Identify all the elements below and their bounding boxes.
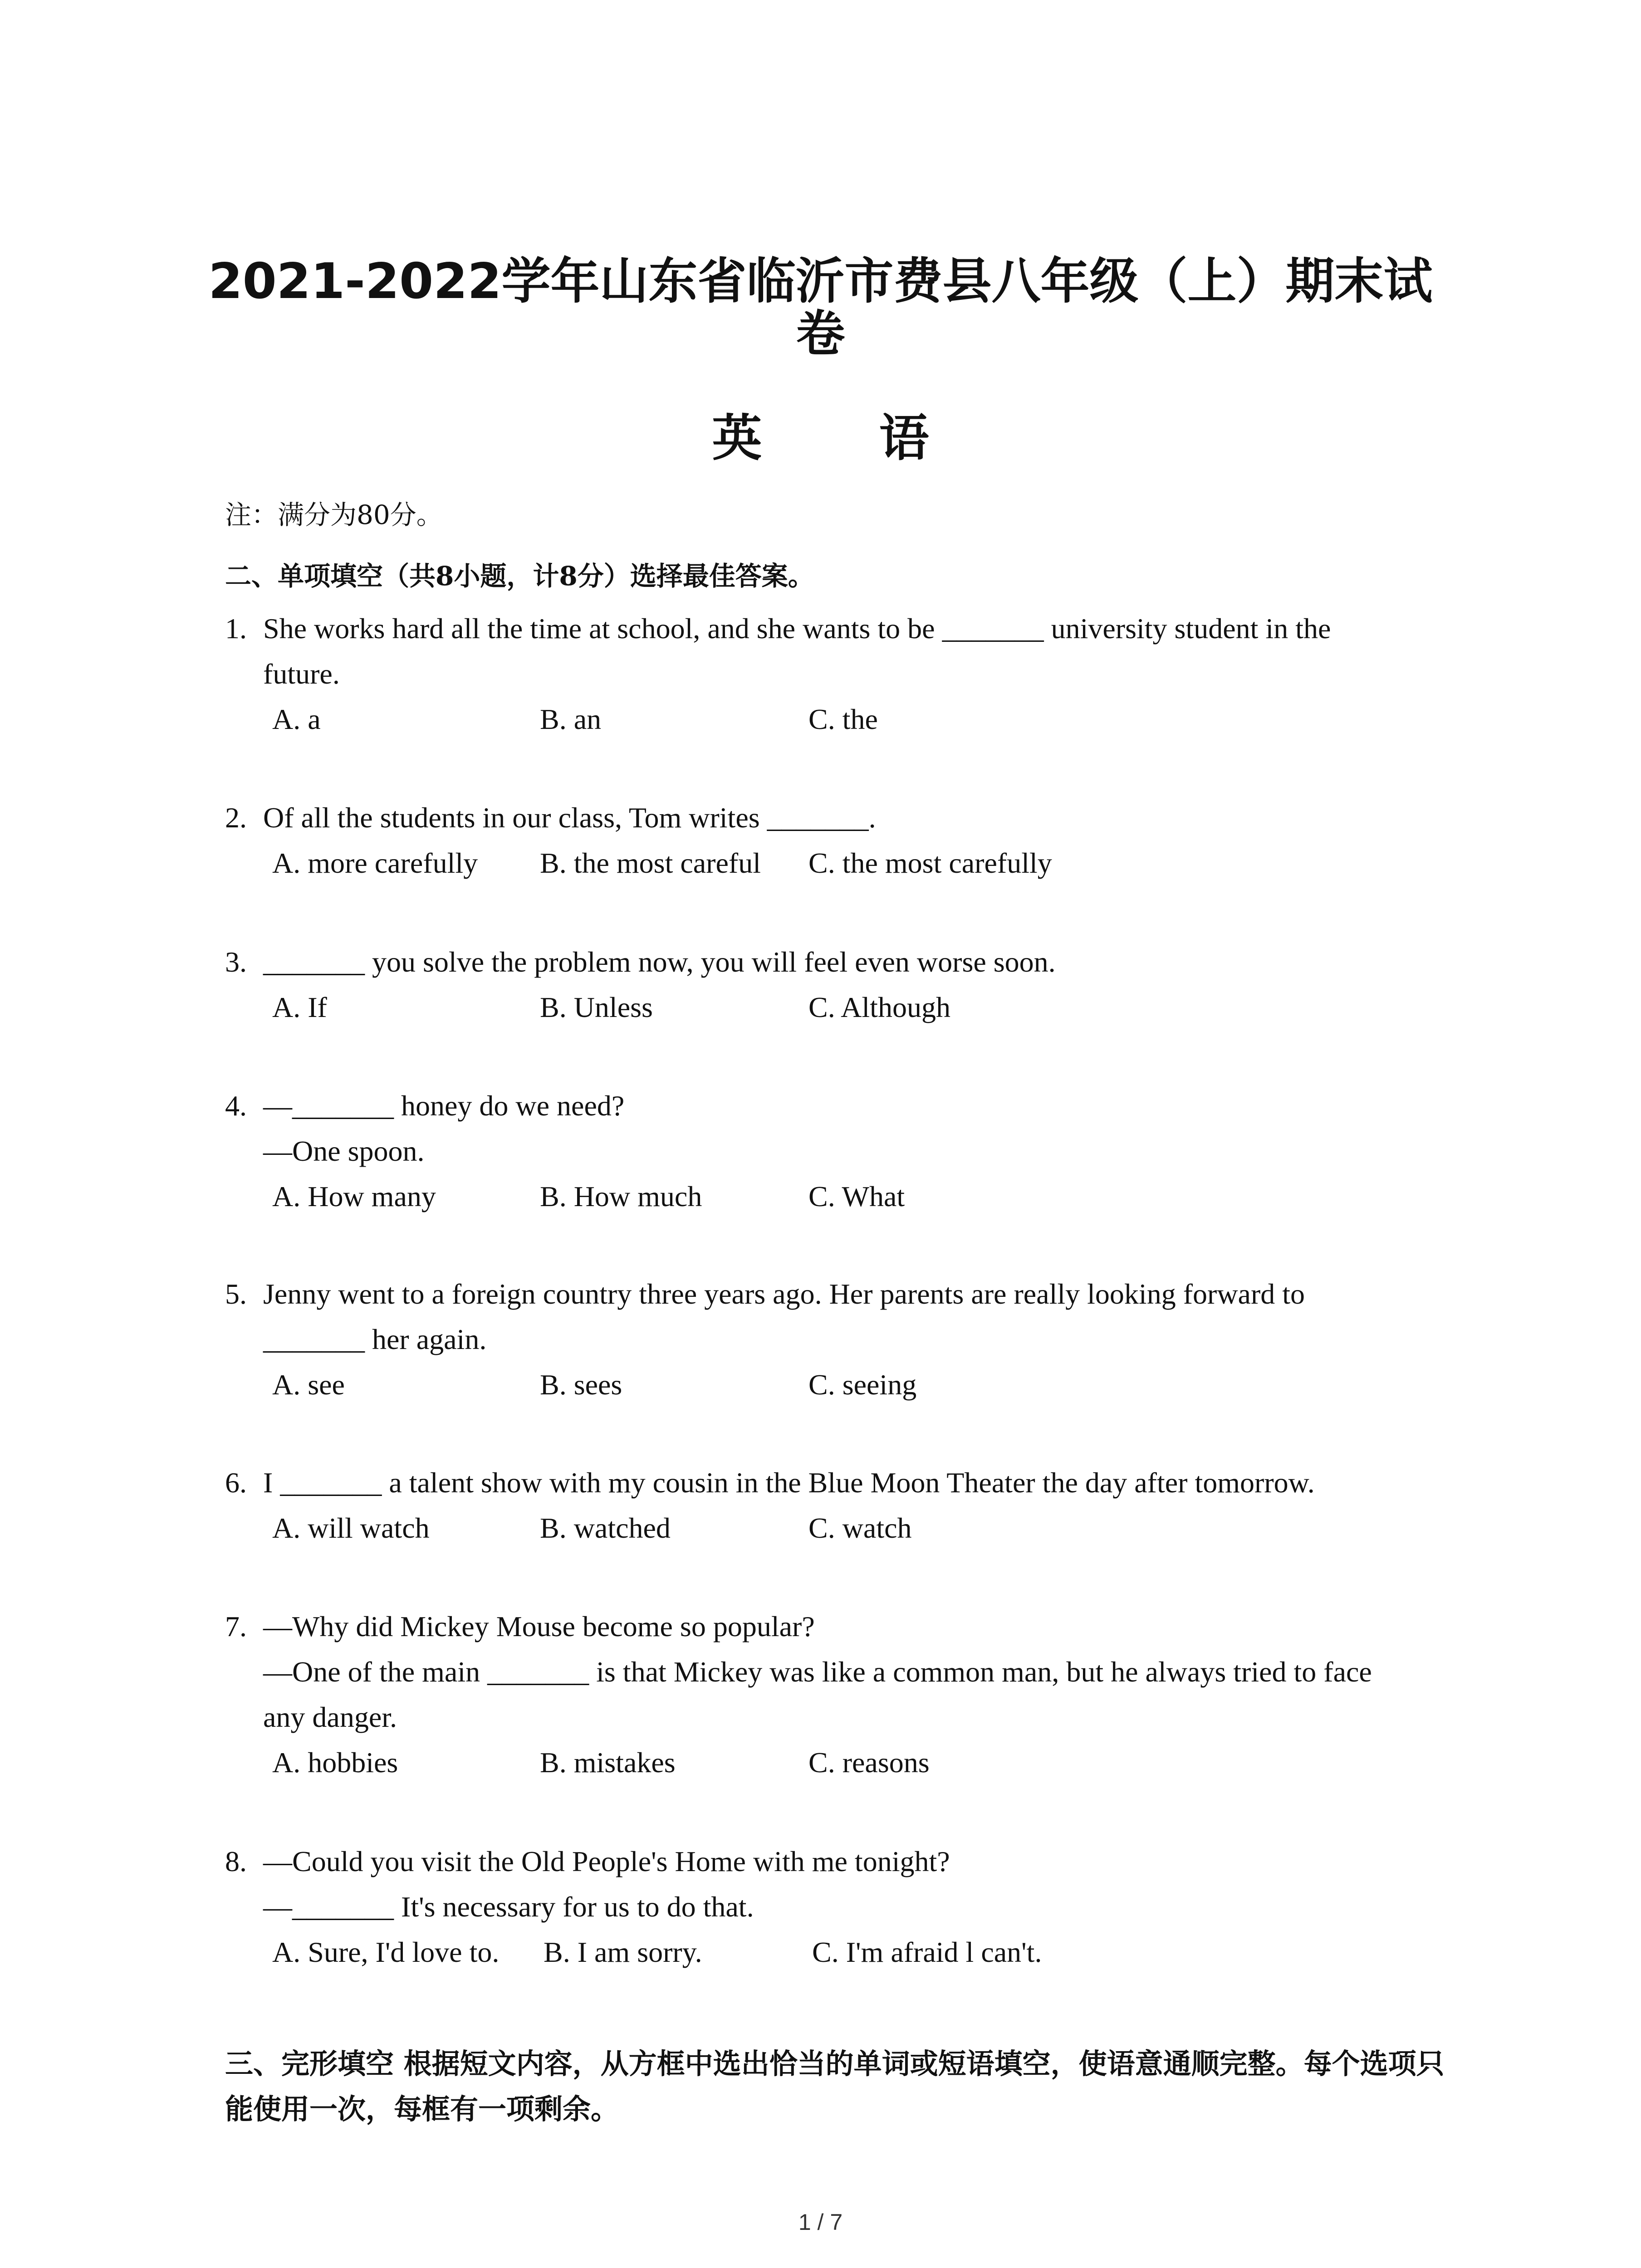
option-b[interactable]: B. Unless [540,991,653,1023]
option-a[interactable]: A. a [272,703,321,735]
option-a[interactable]: A. more carefully [272,847,478,879]
option-b[interactable]: B. How much [540,1180,702,1212]
option-c[interactable]: C. the [808,703,878,735]
question-text: —_______ It's necessary for us to do that. [263,1891,754,1923]
option-c[interactable]: C. I'm afraid l can't. [812,1936,1042,1968]
option-a[interactable]: A. How many [272,1180,436,1212]
question-text: future. [263,658,340,690]
option-c[interactable]: C. seeing [808,1369,917,1401]
option-b[interactable]: B. watched [540,1512,671,1544]
option-a[interactable]: A. hobbies [272,1746,398,1779]
option-a[interactable]: A. see [272,1369,345,1401]
section3-heading: 三、完形填空 根据短文内容，从方框中选出恰当的单词或短语填空，使语意通顺完整。每个选项只能使用一次，每框有一项剩余。 [225,2047,1445,2126]
section2-heading: 二、单项填空（共8小题，计8分）选择最佳答案。 [225,561,814,591]
option-c[interactable]: C. reasons [808,1746,930,1779]
page-number: 1 / 7 [798,2209,843,2235]
question-number: 2. [225,802,247,834]
exam-title-line2: 卷 [796,306,845,362]
option-a[interactable]: A. If [272,991,327,1023]
question-text: _______ you solve the problem now, you will feel even worse soon. [263,946,1056,978]
question-text: —_______ honey do we need? [263,1090,625,1122]
exam-title-line1: 2021-2022学年山东省临沂市费县八年级（上）期末试 [208,253,1433,310]
question-text: —Why did Mickey Mouse become so popular? [263,1610,815,1642]
option-b[interactable]: B. an [540,703,602,735]
option-a[interactable]: A. will watch [272,1512,430,1544]
question-number: 6. [225,1466,247,1499]
question-text: —One of the main _______ is that Mickey was like a common man, but he always tried to face [263,1656,1372,1688]
subject-title: 英 语 [712,409,979,467]
question-text: I _______ a talent show with my cousin in the Blue Moon Theater the day after tomorrow. [263,1466,1315,1499]
option-a[interactable]: A. Sure, I'd love to. [272,1936,500,1968]
question-number: 4. [225,1090,247,1122]
option-c[interactable]: C. the most carefully [808,847,1052,879]
question-number: 5. [225,1278,247,1310]
question-text: any danger. [263,1701,397,1733]
question-text: _______ her again. [263,1323,487,1355]
question-text: Jenny went to a foreign country three years ago. Her parents are really looking forward to [263,1278,1305,1310]
option-b[interactable]: B. mistakes [540,1746,676,1779]
question-number: 1. [225,612,247,645]
option-c[interactable]: C. Although [808,991,950,1023]
option-b[interactable]: B. the most careful [540,847,761,879]
question-text: She works hard all the time at school, and she wants to be _______ university student in the [263,612,1331,645]
question-text: —Could you visit the Old People's Home with me tonight? [263,1845,950,1877]
question-number: 3. [225,946,247,978]
option-b[interactable]: B. sees [540,1369,622,1401]
question-number: 8. [225,1845,247,1877]
score-note: 注：满分为80分。 [225,499,443,530]
option-b[interactable]: B. I am sorry. [544,1936,702,1968]
option-c[interactable]: C. What [808,1180,905,1212]
question-text: Of all the students in our class, Tom writes _______. [263,802,876,834]
option-c[interactable]: C. watch [808,1512,912,1544]
question-text: —One spoon. [263,1135,425,1167]
question-number: 7. [225,1610,247,1642]
